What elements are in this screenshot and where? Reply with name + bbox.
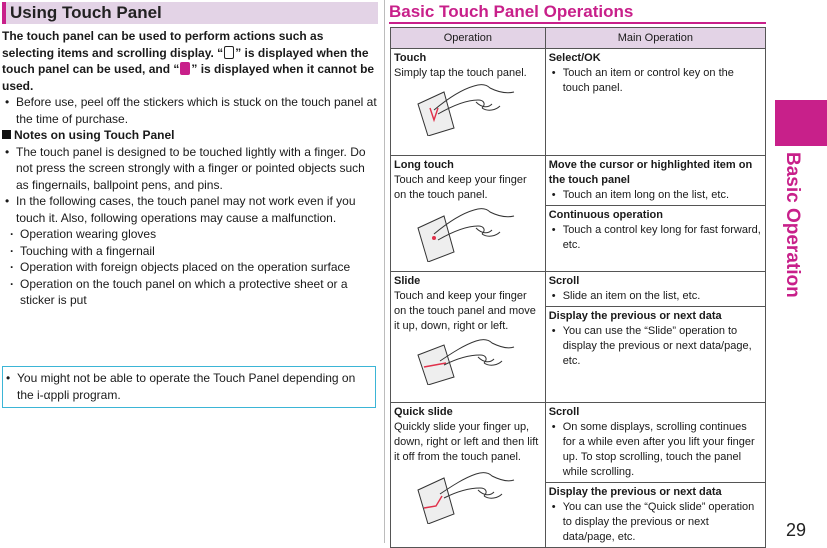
main-op-title: Continuous operation [548, 209, 663, 221]
operation-title: Long touch [394, 159, 454, 171]
title-underline [389, 22, 766, 24]
main-operation-cell [545, 483, 765, 548]
page-number: 29 [786, 520, 807, 540]
header-main-operation: Main Operation [545, 28, 765, 49]
main-op-text: • Touch an item or control key on the touch panel. [549, 66, 762, 96]
main-op-text: • Slide an item on the list, etc. [549, 289, 762, 304]
main-operation-cell [545, 307, 765, 403]
main-operation-cell [545, 206, 765, 272]
header-operation: Operation [391, 28, 546, 49]
operation-desc: Simply tap the touch panel. [394, 67, 527, 79]
touch-panel-unusable-icon [180, 62, 190, 75]
notes-heading [2, 127, 378, 144]
sub-item: · Touching with a fingernail [2, 243, 378, 260]
square-bullet-icon [2, 130, 11, 139]
main-op-title: Select/OK [548, 52, 601, 64]
main-op-text: • Touch an item long on the list, etc. [549, 188, 762, 203]
intro-text-a: The touch panel can be used to perform actions such as selecting items and scrolling display. “ [2, 29, 324, 60]
left-column [2, 2, 378, 309]
bullet-peel-stickers: • Before use, peel off the stickers which is stuck on the touch panel at the time of purchase. [2, 94, 378, 127]
sub-item: · Operation wearing gloves [2, 226, 378, 243]
chapter-label: Basic Operation [782, 152, 803, 298]
intro-text-b: ” is displayed when the touch panel can be used, and “ [2, 45, 369, 76]
sub-item: · Operation on the touch panel on which a protective sheet or a sticker is put [2, 276, 378, 309]
main-operation-cell [545, 272, 765, 307]
operation-cell [391, 403, 546, 548]
main-operation-cell [545, 403, 765, 483]
intro-text-c: ” is displayed when it cannot be used. [2, 62, 375, 93]
table-header-row [391, 28, 766, 49]
operation-cell [391, 156, 546, 272]
quick-slide-gesture-icon [416, 468, 516, 524]
main-op-title: Display the previous or next data [548, 310, 722, 322]
tap-gesture-icon [416, 84, 516, 136]
long-touch-gesture-icon [416, 206, 516, 262]
notes-heading-text: Notes on using Touch Panel [14, 128, 175, 142]
column-divider [384, 0, 385, 543]
sub-item: · Operation with foreign objects placed on the operation surface [2, 259, 378, 276]
operation-desc: Quickly slide your finger up, down, right or left and then lift it off from the touch panel. [394, 421, 539, 463]
table-row [391, 272, 766, 307]
bullet-may-not-work: • In the following cases, the touch panel may not work even if you touch it. Also, following operations may cause a malfunction. [2, 193, 378, 226]
table-row [391, 49, 766, 156]
slide-gesture-icon [416, 337, 516, 385]
main-operation-cell [545, 49, 765, 156]
intro-paragraph [2, 28, 378, 94]
operations-table [390, 27, 766, 548]
section-title [2, 2, 378, 24]
operation-desc: Touch and keep your finger on the touch panel. [394, 174, 527, 201]
main-operation-cell [545, 156, 765, 206]
table-row [391, 156, 766, 206]
table-row [391, 403, 766, 483]
operation-desc: Touch and keep your finger on the touch panel and move it up, down, right or left. [394, 290, 536, 332]
operation-cell [391, 272, 546, 403]
info-bullet: • You might not be able to operate the Touch Panel depending on the i-αppli program. [3, 370, 375, 403]
bullet-touch-lightly: • The touch panel is designed to be touched lightly with a finger. Do not press the screen strongly with a finger or pointed objects such as fingernails, ballpoint pens, and pins. [2, 144, 378, 194]
main-op-text: • Touch a control key long for fast forward, etc. [549, 223, 762, 253]
main-op-title: Scroll [548, 275, 580, 287]
table-section-title: Basic Touch Panel Operations [389, 2, 634, 21]
operation-title: Quick slide [394, 406, 453, 418]
operation-cell [391, 49, 546, 156]
main-op-title: Scroll [548, 406, 580, 418]
main-op-title: Display the previous or next data [548, 486, 722, 498]
main-op-title: Move the cursor or highlighted item on the touch panel [548, 159, 753, 186]
main-op-text: • On some displays, scrolling continues for a while even after you lift your finger up. To stop scrolling, touch the panel while scrolling. [549, 420, 762, 480]
touch-panel-usable-icon [224, 46, 234, 59]
section-title-text: Using Touch Panel [10, 3, 162, 22]
main-op-text: • You can use the “Quick slide” operation to display the previous or next data/page, etc. [549, 500, 762, 545]
operation-title: Slide [394, 275, 421, 287]
chapter-tab [775, 100, 827, 146]
operation-title: Touch [394, 52, 427, 64]
main-op-text: • You can use the “Slide” operation to display the previous or next data/page, etc. [549, 324, 762, 369]
info-box [2, 366, 376, 408]
